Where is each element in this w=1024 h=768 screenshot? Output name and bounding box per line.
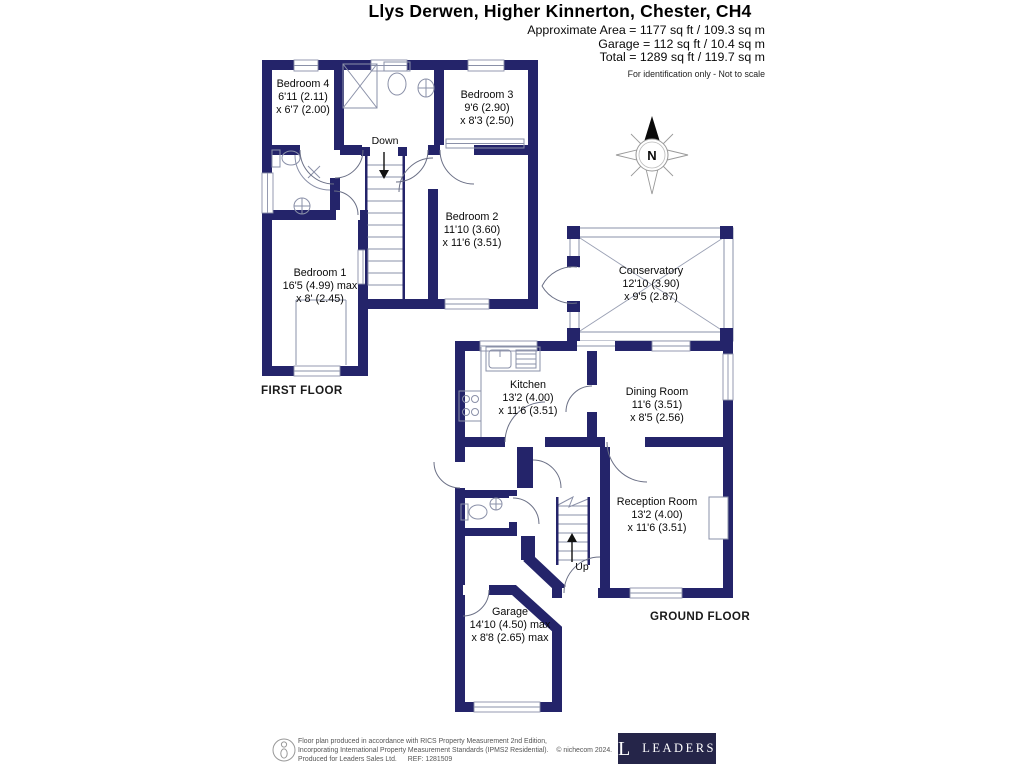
room-dim: 12'10 (3.90) (622, 278, 680, 290)
room-name: Bedroom 1 (293, 267, 347, 279)
leaders-logo (618, 733, 716, 764)
ref-number: REF: 1281509 (407, 756, 453, 763)
door-arc (533, 460, 561, 488)
room-dim: x 11'6 (3.51) (442, 237, 502, 249)
room-name: Bedroom 3 (460, 89, 514, 101)
room-name: Garage (491, 606, 528, 618)
room-dim: 9'6 (2.90) (464, 102, 510, 114)
north-arrow (644, 116, 660, 142)
room-label-dining (626, 386, 688, 425)
stairs-up (556, 497, 590, 565)
stairs-up-label: Up (575, 561, 589, 573)
room-dim: 13'2 (4.00) (631, 509, 683, 521)
room-dim: 6'11 (2.11) (278, 91, 328, 103)
room-dim: x 11'6 (3.51) (627, 522, 687, 534)
room-name: Bedroom 2 (445, 211, 499, 223)
first-floor-label: FIRST FLOOR (261, 384, 343, 397)
room-dim: x 11'6 (3.51) (498, 405, 558, 417)
room-name: Reception Room (616, 496, 698, 508)
room-label-conservatory (619, 265, 683, 304)
room-label-reception (617, 496, 697, 535)
room-label-garage (470, 606, 551, 645)
room-label-bedroom3 (460, 89, 514, 128)
room-dim: x 6'7 (2.00) (276, 104, 330, 116)
leaders-logo-name: LEADERS (642, 741, 716, 755)
footer-line: Incorporating International Property Measurement Standards (IPMS2 Residential). © nichecom 2024. (298, 747, 613, 754)
nichecom-icon (273, 739, 295, 761)
room-dim: 13'2 (4.00) (502, 392, 554, 404)
page-title: Llys Derwen, Higher Kinnerton, Chester, CH4 (368, 1, 752, 21)
room-name: Dining Room (625, 386, 689, 398)
wall-landing-bottom (358, 299, 438, 309)
area-line: Approximate Area = 1177 sq ft / 109.3 sq m (527, 23, 765, 37)
area-line: Total = 1289 sq ft / 119.7 sq m (599, 50, 765, 65)
room-dim: x 8'8 (2.65) max (471, 632, 549, 644)
area-summary (527, 24, 765, 81)
room-label-bedroom4 (276, 78, 330, 117)
room-label-bedroom2 (443, 211, 502, 250)
leaders-logo-initial: L (618, 737, 631, 760)
room-name: Bedroom 4 (276, 78, 330, 90)
ground-floor-label: GROUND FLOOR (650, 610, 751, 623)
room-dim: 11'10 (3.60) (443, 224, 501, 236)
stairs-down-label: Down (371, 135, 399, 147)
room-label-kitchen (499, 379, 558, 418)
room-dim: 16'5 (4.99) max (282, 280, 358, 292)
area-line: Garage = 112 sq ft / 10.4 sq m (598, 36, 765, 51)
copyright: © nichecom 2024. (556, 747, 613, 754)
up-arrow (567, 533, 577, 542)
room-label-bedroom1 (283, 267, 358, 306)
disclaimer: For identification only - Not to scale (627, 68, 765, 79)
footer-disclaimer (298, 737, 612, 764)
compass-north-label: N (647, 148, 657, 163)
footer-line: Produced for Leaders Sales Ltd. REF: 1281509 (298, 756, 453, 763)
room-name: Conservatory (618, 265, 684, 277)
footer-line: Floor plan produced in accordance with RICS Property Measurement 2nd Edition, (298, 738, 547, 745)
room-dim: 14'10 (4.50) max (469, 619, 551, 631)
room-dim: x 8' (2.45) (296, 293, 344, 305)
room-dim: x 8'5 (2.56) (630, 412, 684, 424)
room-dim: 11'6 (3.51) (631, 399, 683, 411)
chimney-breast (709, 497, 728, 539)
down-arrow (379, 170, 389, 179)
room-name: Kitchen (509, 379, 547, 391)
room-dim: x 9'5 (2.87) (624, 291, 678, 303)
room-dim: x 8'3 (2.50) (460, 115, 514, 127)
